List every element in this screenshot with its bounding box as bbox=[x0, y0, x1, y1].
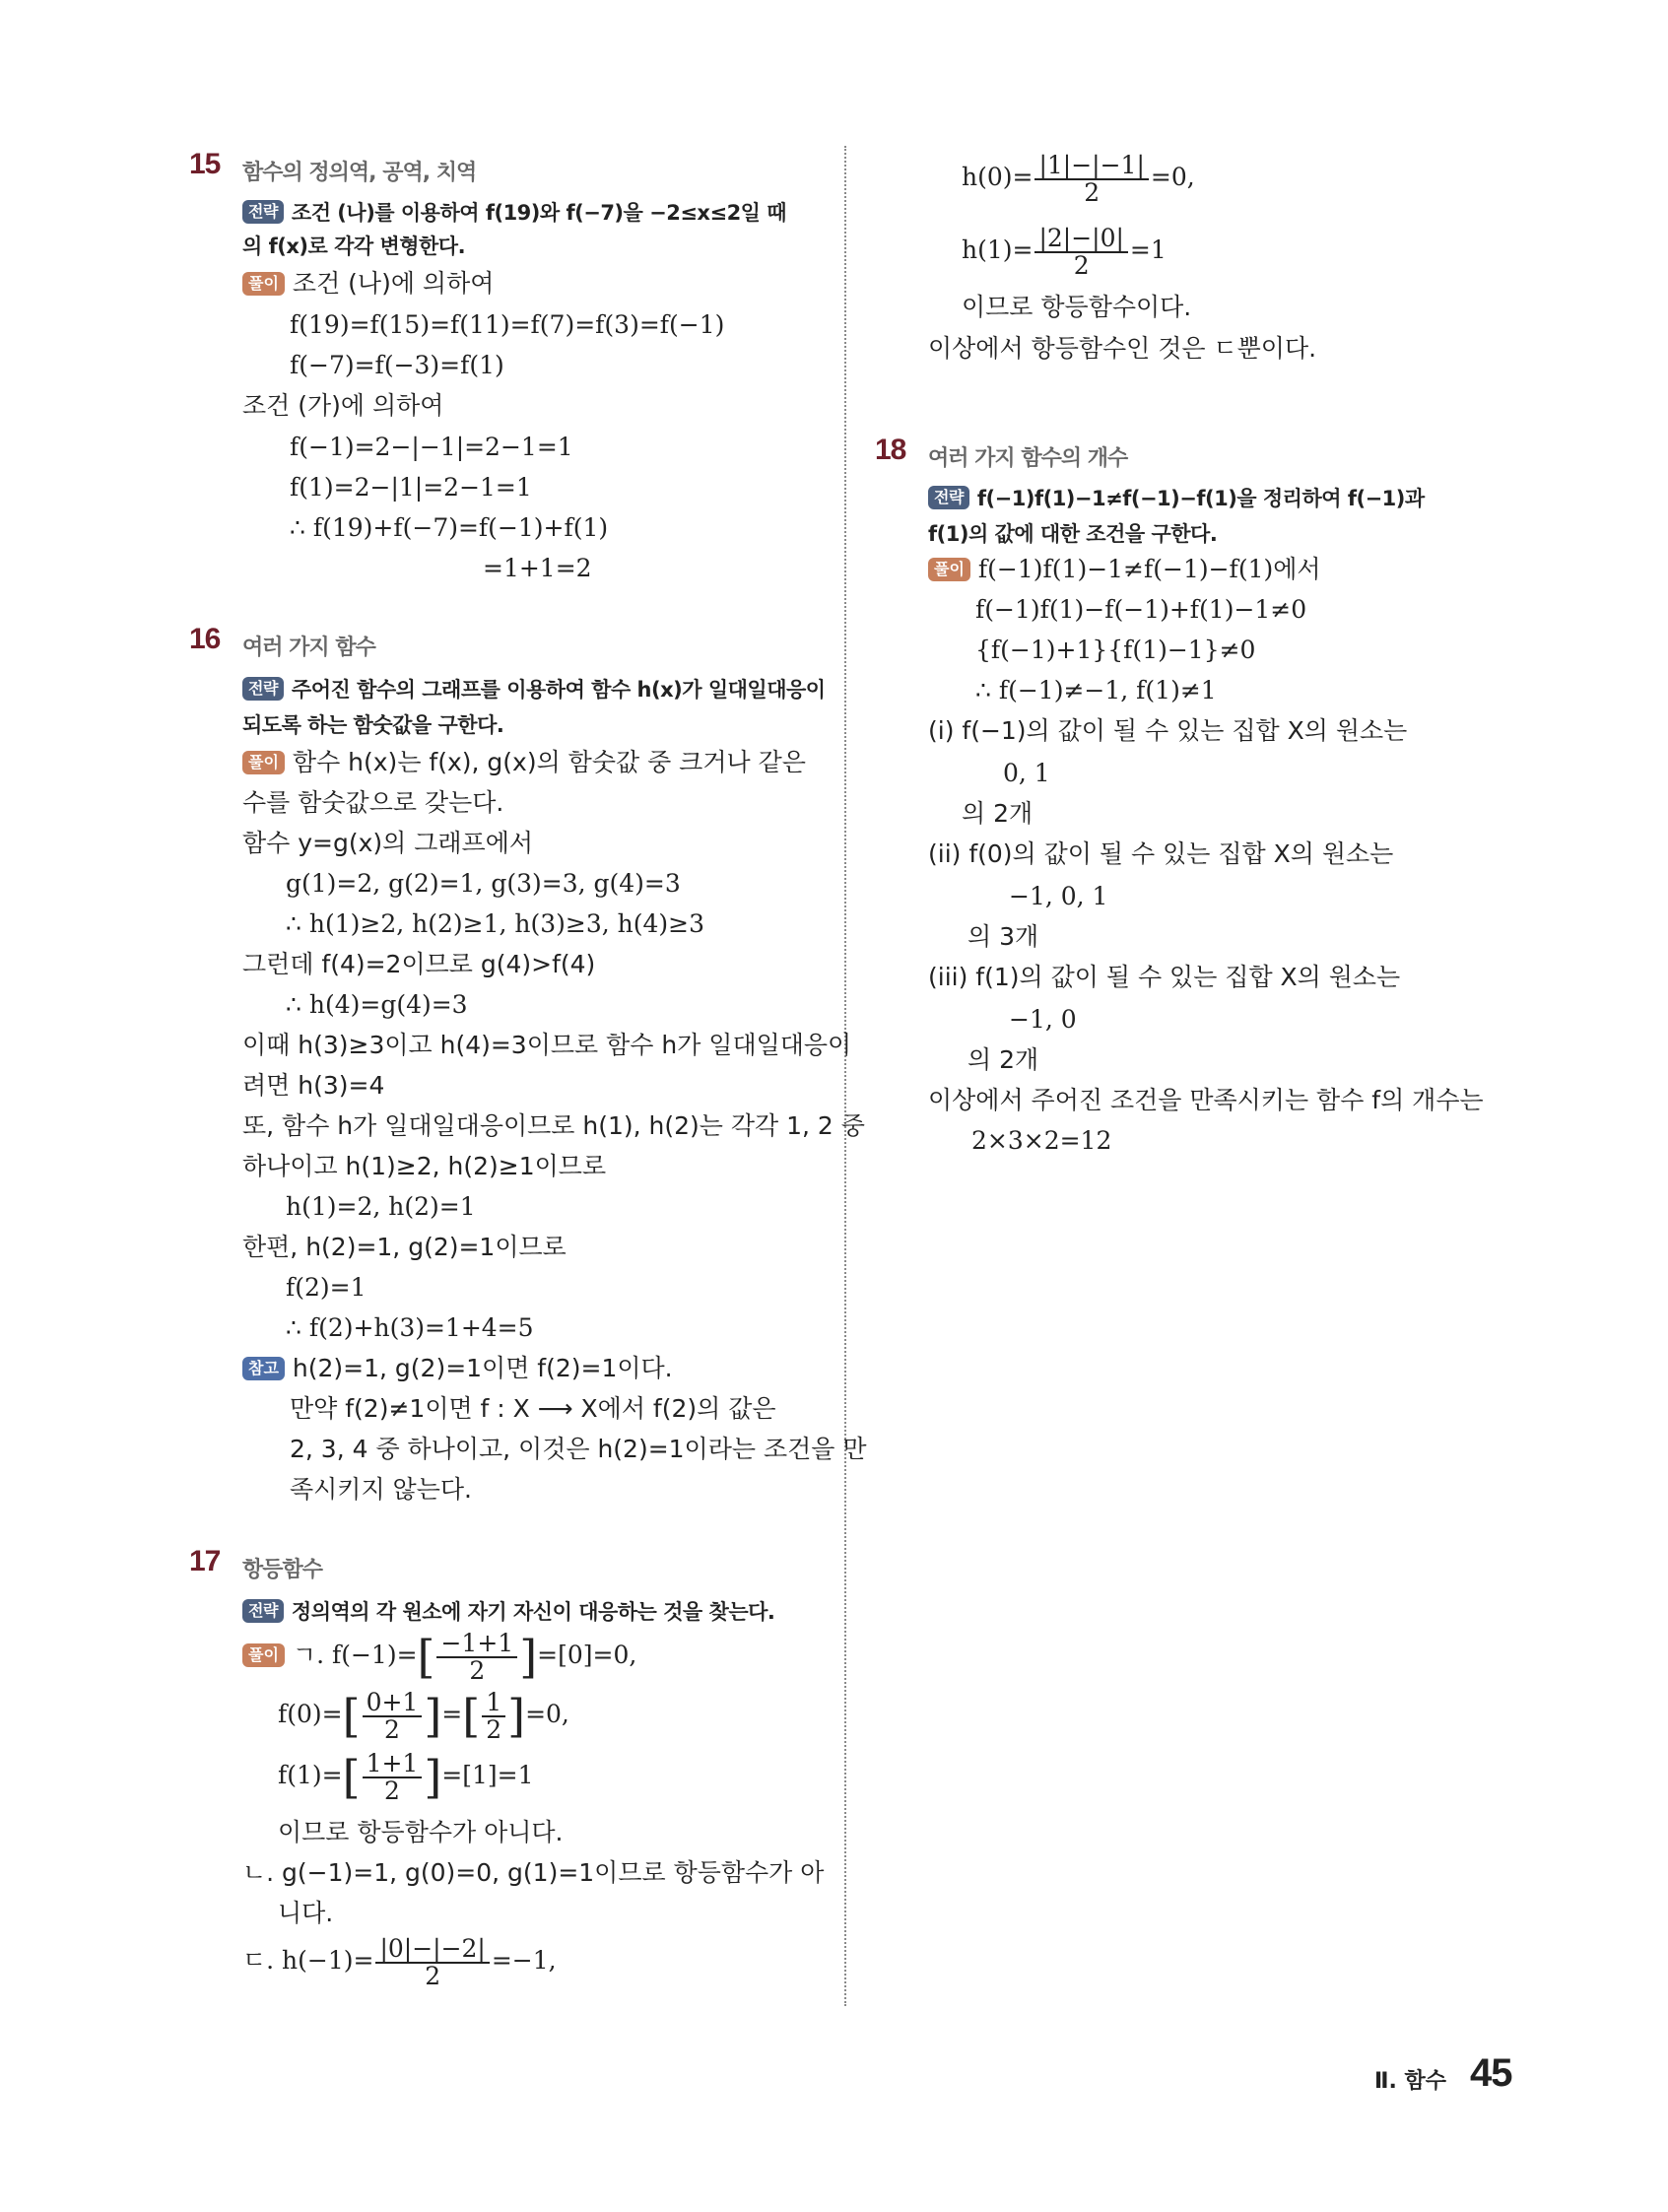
problem-title: 항등함수 bbox=[242, 1558, 323, 1582]
strategy-line: 전략 정의역의 각 원소에 자기 자신이 대응하는 것을 찾는다. bbox=[242, 1596, 774, 1628]
problem-number: 17 bbox=[189, 1545, 221, 1577]
text-line: 이때 h(3)≥3이고 h(4)=3이므로 함수 h가 일대일대응이 bbox=[242, 1031, 852, 1059]
equation: −1, 0, 1 bbox=[1009, 882, 1108, 910]
text-line: 함수 y=g(x)의 그래프에서 bbox=[242, 829, 534, 857]
equation: =1+1=2 bbox=[483, 554, 592, 582]
solution-badge: 풀이 bbox=[242, 751, 285, 774]
text-line: 2, 3, 4 중 하나이고, 이것은 h(2)=1이라는 조건을 만 bbox=[290, 1435, 867, 1463]
case-line: (iii) f(1)의 값이 될 수 있는 집합 X의 원소는 bbox=[928, 963, 1401, 991]
fraction: $\frac{1+1}{2}$ bbox=[363, 1751, 423, 1804]
problem-number: 16 bbox=[189, 623, 221, 655]
equation: f(−1)=2−|−1|=2−1=1 bbox=[290, 433, 573, 461]
text-line: 한편, h(2)=1, g(2)=1이므로 bbox=[242, 1233, 567, 1261]
strategy-line: 되도록 하는 함숫값을 구한다. bbox=[242, 713, 504, 737]
equation: f(−7)=f(−3)=f(1) bbox=[290, 351, 504, 379]
equation: ∴ f(2)+h(3)=1+4=5 bbox=[286, 1313, 534, 1342]
text-line: 이상에서 항등함수인 것은 ㄷ뿐이다. bbox=[928, 334, 1317, 363]
reference-line: 참고 h(2)=1, g(2)=1이면 f(2)=1이다. bbox=[242, 1353, 673, 1384]
text-line: 조건 (가)에 의하여 bbox=[242, 391, 444, 420]
text-line: 의 3개 bbox=[967, 922, 1039, 951]
case-line: (i) f(−1)의 값이 될 수 있는 집합 X의 원소는 bbox=[928, 716, 1408, 745]
problem-number: 18 bbox=[875, 434, 906, 466]
text-line: 려면 h(3)=4 bbox=[242, 1071, 385, 1100]
strategy-line: 전략 조건 (나)를 이용하여 f(19)와 f(−7)을 −2≤x≤2일 때 bbox=[242, 197, 786, 229]
equation-h0: h(0)= $\frac{|1|-|-1|}{2}$ =0, bbox=[962, 150, 1195, 207]
text-line: 니다. bbox=[278, 1899, 334, 1927]
problem-title: 여러 가지 함수 bbox=[242, 636, 375, 660]
problem-title: 함수의 정의역, 공역, 치역 bbox=[242, 161, 477, 185]
equation-h1: h(1)= $\frac{|2|-|0|}{2}$ =1 bbox=[962, 223, 1167, 280]
text-line: 또, 함수 h가 일대일대응이므로 h(1), h(2)는 각각 1, 2 중 bbox=[242, 1111, 865, 1140]
text-line: 이상에서 주어진 조건을 만족시키는 함수 f의 개수는 bbox=[928, 1086, 1484, 1114]
equation-a: 풀이 ㄱ. f(−1)=[ $\frac{-1+1}{2}$ ]=[0]=0, bbox=[242, 1626, 636, 1687]
problem-number: 15 bbox=[189, 148, 221, 180]
equation: 0, 1 bbox=[1003, 759, 1050, 787]
fraction: $\frac{|1|-|-1|}{2}$ bbox=[1034, 153, 1148, 206]
strategy-line: f(1)의 값에 대한 조건을 구한다. bbox=[928, 522, 1218, 546]
equation: f(19)=f(15)=f(11)=f(7)=f(3)=f(−1) bbox=[290, 310, 725, 339]
column-divider bbox=[844, 146, 846, 2006]
equation: {f(−1)+1}{f(1)−1}≠0 bbox=[975, 636, 1256, 664]
equation: ∴ f(19)+f(−7)=f(−1)+f(1) bbox=[290, 513, 609, 542]
equation: 2×3×2=12 bbox=[971, 1126, 1112, 1155]
text-line: 의 2개 bbox=[962, 799, 1034, 828]
solution-badge: 풀이 bbox=[928, 558, 970, 581]
solution-line: 풀이 조건 (나)에 의하여 bbox=[242, 268, 494, 300]
equation-b: f(0)=[ $\frac{0+1}{2}$ ]=[ $\frac{1}{2}$ ]=0, bbox=[278, 1687, 569, 1744]
strategy-line: 전략 f(−1)f(1)−1≠f(−1)−f(1)을 정리하여 f(−1)과 bbox=[928, 483, 1425, 514]
strategy-badge: 전략 bbox=[242, 200, 284, 224]
strategy-badge: 전략 bbox=[242, 1599, 284, 1623]
fraction: $\frac{1}{2}$ bbox=[482, 1690, 505, 1743]
reference-badge: 참고 bbox=[242, 1357, 285, 1380]
text-line: 이므로 항등함수이다. bbox=[962, 293, 1192, 321]
fraction: $\frac{-1+1}{2}$ bbox=[436, 1631, 517, 1684]
text-line: 만약 f(2)≠1이면 f : X ⟶ X에서 f(2)의 값은 bbox=[290, 1394, 776, 1423]
text-line: 수를 함숫값으로 갖는다. bbox=[242, 788, 504, 817]
equation: −1, 0 bbox=[1009, 1005, 1077, 1034]
equation: ∴ f(−1)≠−1, f(1)≠1 bbox=[975, 676, 1217, 704]
text-line: 그런데 f(4)=2이므로 g(4)>f(4) bbox=[242, 950, 596, 978]
equation-c: f(1)=[ $\frac{1+1}{2}$ ]=[1]=1 bbox=[278, 1748, 534, 1805]
equation: f(−1)f(1)−f(−1)+f(1)−1≠0 bbox=[975, 595, 1307, 624]
fraction: $\frac{0+1}{2}$ bbox=[363, 1690, 423, 1743]
equation: h(1)=2, h(2)=1 bbox=[286, 1192, 476, 1221]
text-line: ㄴ. g(−1)=1, g(0)=0, g(1)=1이므로 항등함수가 아 bbox=[242, 1858, 825, 1887]
strategy-line: 의 f(x)로 각각 변형한다. bbox=[242, 235, 466, 258]
text-line: 족시키지 않는다. bbox=[290, 1475, 472, 1504]
text-line: 하나이고 h(1)≥2, h(2)≥1이므로 bbox=[242, 1152, 607, 1180]
strategy-badge: 전략 bbox=[928, 486, 969, 509]
text-line: 이므로 항등함수가 아니다. bbox=[278, 1818, 564, 1846]
solution-badge: 풀이 bbox=[242, 1643, 285, 1667]
fraction: $\frac{|0|-|-2|}{2}$ bbox=[375, 1936, 489, 1989]
strategy-line: 전략 주어진 함수의 그래프를 이용하여 함수 h(x)가 일대일대응이 bbox=[242, 674, 826, 705]
equation: ∴ h(4)=g(4)=3 bbox=[286, 990, 468, 1019]
text-line: 의 2개 bbox=[967, 1045, 1039, 1074]
equation: f(1)=2−|1|=2−1=1 bbox=[290, 473, 532, 502]
solution-badge: 풀이 bbox=[242, 272, 285, 296]
section-label: Ⅱ. 함수 bbox=[1374, 2069, 1447, 2094]
equation: ∴ h(1)≥2, h(2)≥1, h(3)≥3, h(4)≥3 bbox=[286, 909, 704, 938]
fraction: $\frac{|2|-|0|}{2}$ bbox=[1034, 226, 1127, 279]
solution-line: 풀이 f(−1)f(1)−1≠f(−1)−f(1)에서 bbox=[928, 554, 1321, 585]
strategy-badge: 전략 bbox=[242, 677, 284, 701]
solution-line: 풀이 함수 h(x)는 f(x), g(x)의 함숫값 중 크거나 같은 bbox=[242, 747, 806, 778]
problem-title: 여러 가지 함수의 개수 bbox=[928, 446, 1128, 471]
equation: g(1)=2, g(2)=1, g(3)=3, g(4)=3 bbox=[286, 869, 681, 898]
equation-d: ㄷ. h(−1)= $\frac{|0|-|-2|}{2}$ =−1, bbox=[242, 1933, 557, 1990]
equation: f(2)=1 bbox=[286, 1273, 367, 1302]
page-number: 45 bbox=[1470, 2051, 1512, 2095]
case-line: (ii) f(0)의 값이 될 수 있는 집합 X의 원소는 bbox=[928, 839, 1394, 868]
